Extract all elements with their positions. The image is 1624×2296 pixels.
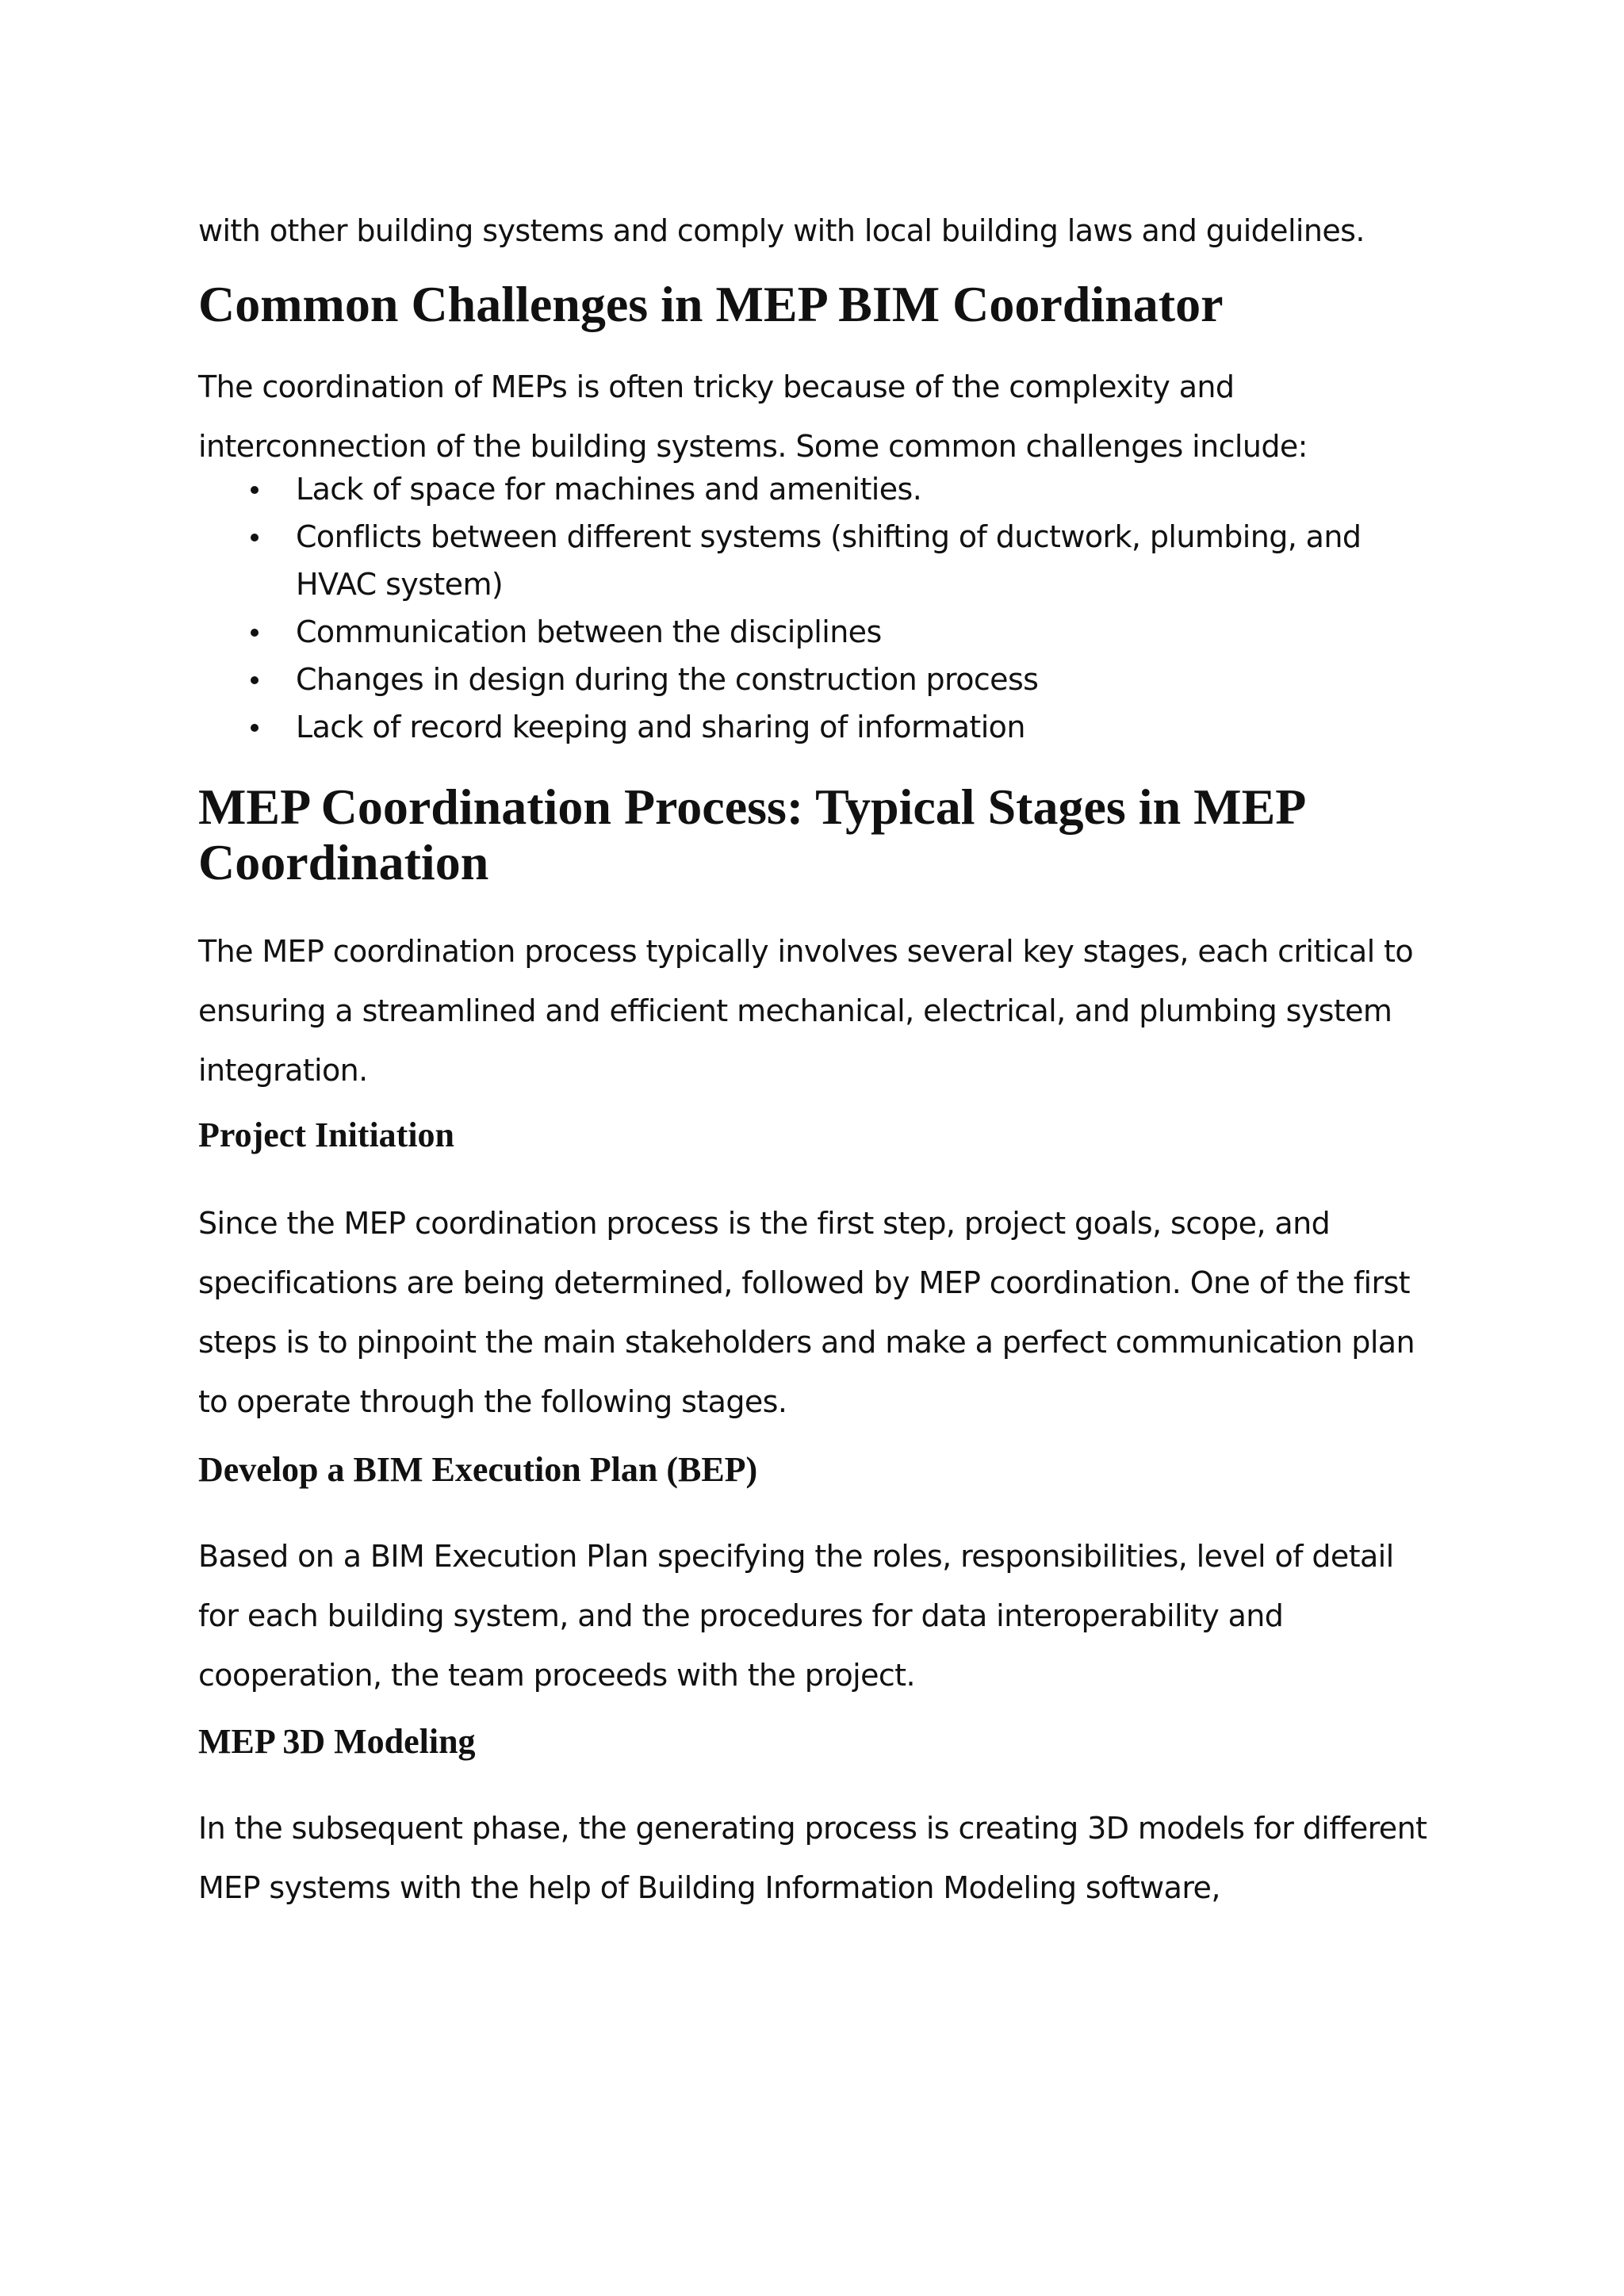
process-heading: MEP Coordination Process: Typical Stages in MEP Coordination [198,779,1304,890]
page-content [198,208,1435,1918]
modeling-paragraph: In the subsequent phase, the generating process is creating 3D models for different MEP systems with the help of Building Information Modeling software, [198,1811,1427,1905]
list-item: Changes in design during the construction process [198,656,1435,703]
modeling-heading: MEP 3D Modeling [198,1722,476,1761]
bep-heading: Develop a BIM Execution Plan (BEP) [198,1450,758,1489]
process-paragraph: The MEP coordination process typically involves several key stages, each critical to ensuring a streamlined and efficient mechanical, electrical, and plumbing system integration. [198,934,1413,1088]
list-item: Communication between the disciplines [198,608,1435,656]
bep-paragraph: Based on a BIM Execution Plan specifying the roles, responsibilities, level of detail for each building system, and the procedures for data interoperability and cooperation, the team proceeds with the project. [198,1539,1394,1693]
list-item: Lack of record keeping and sharing of information [198,703,1435,751]
intro-paragraph: with other building systems and comply with local building laws and guidelines. [198,213,1365,248]
project-initiation-paragraph: Since the MEP coordination process is the first step, project goals, scope, and specifications are being determined, followed by MEP coordination. One of the first steps is to pinpoint the main stakeholders and make a perfect communication plan to operate through the following stages. [198,1206,1415,1419]
challenges-list [198,465,1435,751]
list-item: Lack of space for machines and amenities. [198,465,1435,513]
challenges-paragraph: The coordination of MEPs is often tricky because of the complexity and interconnection of the building systems. Some common challenges include: [198,369,1308,464]
challenges-heading: Common Challenges in MEP BIM Coordinator [198,276,1224,332]
list-item: Conflicts between different systems (shifting of ductwork, plumbing, and HVAC system) [198,513,1435,608]
project-initiation-heading: Project Initiation [198,1115,455,1154]
